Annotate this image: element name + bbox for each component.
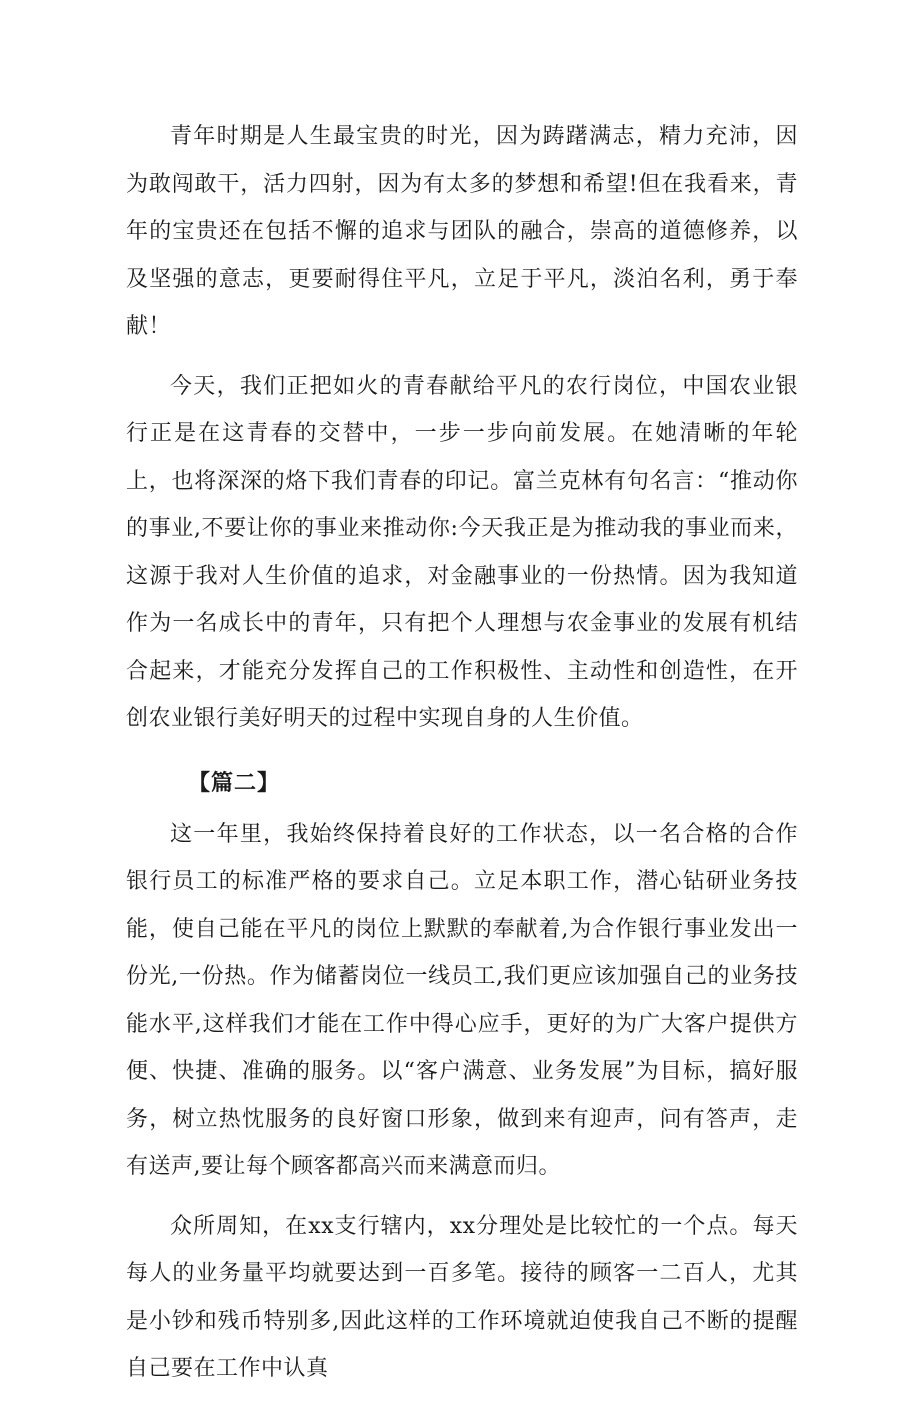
paragraph-today: 今天，我们正把如火的青春献给平凡的农行岗位，中国农业银行正是在这青春的交替中，一步一步向前发展。在她清晰的年轮上，也将深深的烙下我们青春的印记。富兰克林有句名言：“推动你的事业,不要让你的事业来推动你:今天我正是为推动我的事业而来，这源于我对人生价值的追求，对金融事业的一份热情。因为我知道作为一名成长中的青年，只有把个人理想与农金事业的发展有机结合起来，才能充分发挥自己的工作积极性、主动性和创造性，在开创农业银行美好明天的过程中实现自身的人生价值。 (126, 373, 798, 731)
paragraph-branch: 众所周知，在xx支行辖内，xx分理处是比较忙的一个点。每天每人的业务量平均就要达到一百多笔。接待的顾客一二百人，尤其是小钞和残币特别多,因此这样的工作环境就迫使我自己不断的提醒自己要在工作中认真 (126, 1213, 798, 1381)
paragraph-youth: 青年时期是人生最宝贵的时光，因为踌躇满志，精力充沛，因为敢闯敢干，活力四射，因为有太多的梦想和希望!但在我看来，青年的宝贵还在包括不懈的追求与团队的融合，崇高的道德修养，以及坚强的意志，更要耐得住平凡，立足于平凡，淡泊名利，勇于奉献！ (126, 124, 798, 339)
paragraph-work-year: 这一年里，我始终保持着良好的工作状态，以一名合格的合作银行员工的标准严格的要求自己。立足本职工作，潜心钻研业务技能，使自己能在平凡的岗位上默默的奉献着,为合作银行事业发出一份光,一份热。作为储蓄岗位一线员工,我们更应该加强自己的业务技能水平,这样我们才能在工作中得心应手，更好的为广大客户提供方便、快捷、准确的服务。以“客户满意、业务发展”为目标，搞好服务，树立热忱服务的良好窗口形象，做到来有迎声，问有答声，走有送声,要让每个顾客都高兴而来满意而归。 (126, 821, 798, 1179)
document-body (126, 113, 798, 1405)
section-heading: 【篇二】 (188, 769, 281, 796)
